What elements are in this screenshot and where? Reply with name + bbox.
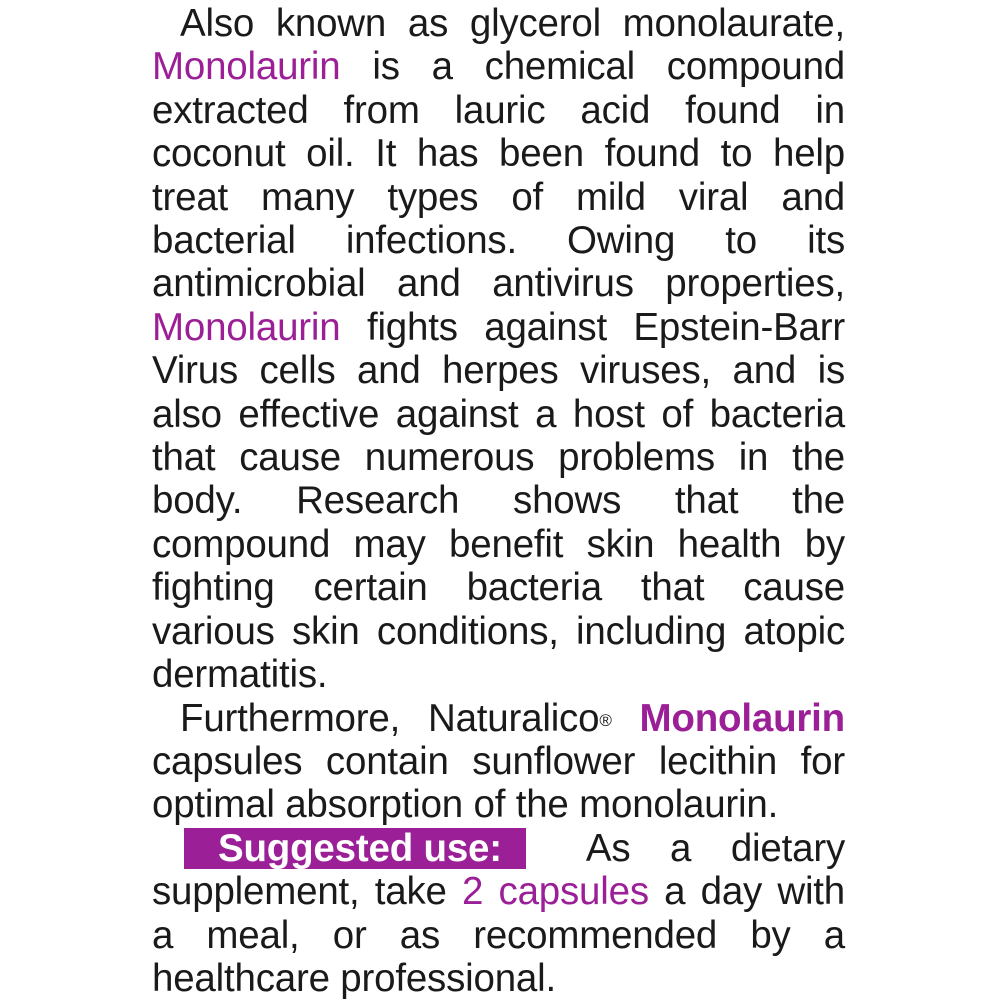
product-name-highlight: Monolaurin xyxy=(152,305,341,349)
suggested-use-text: a day with a meal, or as recommended by a healthcare professional. xyxy=(152,870,846,1000)
product-description xyxy=(152,0,845,1000)
description-text: is a chemical compound extracted from lauric acid found in coconut oil. It has been found to help treat many types of mild viral and bacterial infections. Owing to its antimicrobial and antivirus properties, xyxy=(152,45,845,306)
brand-lead-text: Furthermore, Naturalico xyxy=(180,696,600,740)
description-text: fights against Epstein-Barr Virus cells and herpes viruses, and is also effective against a host of bacteria that cause numerous problems in the body. Research shows that the compound may benefit skin health by fighting certain bacteria that cause various skin conditions, including atopic dermatitis. xyxy=(152,305,845,697)
intro-text: Also known as glycerol monolaurate, xyxy=(180,2,845,45)
product-name-highlight: Monolaurin xyxy=(152,45,341,89)
absorption-paragraph xyxy=(152,697,845,827)
suggested-use-badge: Suggested use: xyxy=(184,828,526,869)
description-paragraph xyxy=(152,0,845,697)
product-name-bold: Monolaurin xyxy=(639,696,845,740)
registered-trademark-symbol: ® xyxy=(599,710,612,730)
suggested-use-text: As a dietary supplement, take xyxy=(152,826,845,914)
suggested-use-paragraph xyxy=(152,827,845,1000)
dosage-highlight: 2 capsules xyxy=(462,870,649,914)
absorption-text: capsules contain sunflower lecithin for optimal absorption of the monolaurin. xyxy=(152,739,845,827)
